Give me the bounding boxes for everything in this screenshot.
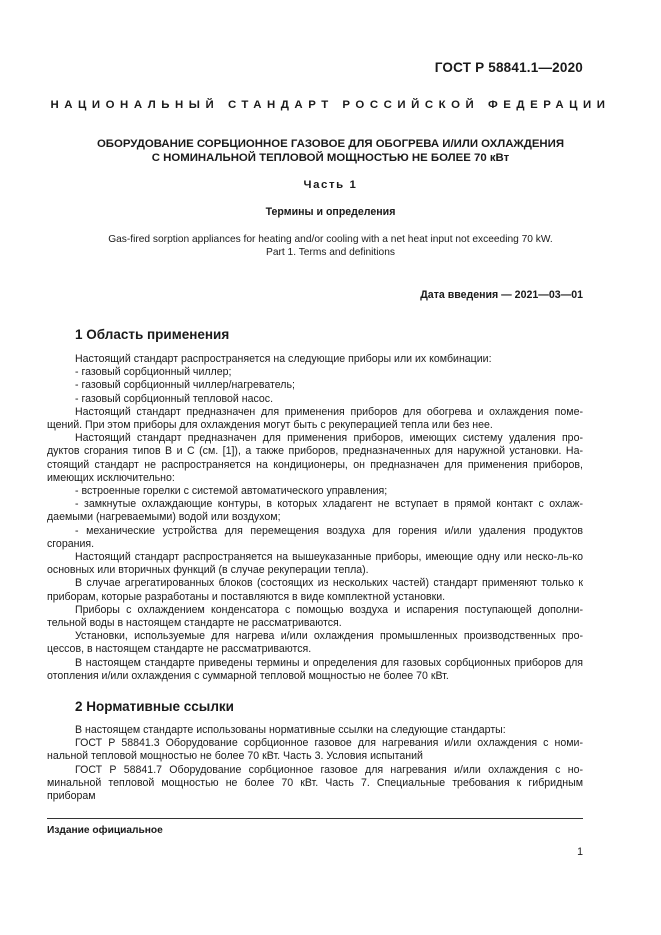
- english-title: [47, 233, 614, 259]
- list-item: - газовый сорбционный чиллер/нагреватель;: [75, 379, 295, 392]
- title-line-2: С НОМИНАЛЬНОЙ ТЕПЛОВОЙ МОЩНОСТЬЮ НЕ БОЛЕЕ 70 кВт: [151, 152, 510, 164]
- list-item: - газовый сорбционный тепловой насос.: [75, 392, 274, 405]
- section-2-heading: 2 Нормативные ссылки: [75, 699, 234, 714]
- part-label: Часть 1: [303, 179, 358, 191]
- paragraph: Настоящий стандарт предназначен для применения приборов для обогрева и охлаждения поме-щений. При этом приборы для охлаждения могут быть с рекуперацией тепла или без нее.: [47, 405, 583, 432]
- footer-divider: [47, 818, 583, 819]
- list-item: - газовый сорбционный чиллер;: [75, 366, 232, 379]
- paragraph: Настоящий стандарт предназначен для применения приборов, имеющих систему удаления про-дуктов сгорания типов В и С (см. [1]), а также приборов, предназначенных для наружной установки. На-стоящий стандарт не распространяется на кондиционеры, он предназначен для применения приборов, имеющих исключительно:: [47, 432, 583, 484]
- section-2-body: [47, 724, 583, 803]
- list-item: - встроенные горелки с системой автоматического управления;: [75, 485, 388, 498]
- page-number: 1: [577, 846, 583, 858]
- english-title-line-2: Part 1. Terms and definitions: [266, 247, 395, 258]
- section-1-heading: 1 Область применения: [75, 327, 230, 342]
- paragraph: Установки, используемые для нагрева и/или охлаждения промышленных производственных про-цессов, в настоящем стандарте не рассматриваются.: [47, 630, 583, 656]
- paragraph: В случае агрегатированных блоков (состоящих из нескольких частей) стандарт применяют только к приборам, которые разработаны и поставляются в виде комплектной установки.: [47, 577, 583, 603]
- paragraph: Настоящий стандарт распространяется на следующие приборы или их комбинации:: [75, 353, 492, 365]
- document-title: [47, 137, 614, 165]
- paragraph: Приборы с охлаждением конденсатора с помощью воздуха и испарения поступающей дополни-тельной воды в настоящем стандарте не рассматриваются.: [47, 603, 583, 630]
- list-item: - механические устройства для перемещения воздуха для горения и/или удаления продуктов сгорания.: [47, 524, 583, 550]
- introduction-date: Дата введения — 2021—03—01: [420, 289, 583, 301]
- edition-label: Издание официальное: [47, 825, 163, 836]
- english-title-line-1: Gas-fired sorption appliances for heating and/or cooling with a net heat input not exceeding 70 kW.: [108, 234, 553, 245]
- section-1-body: [47, 353, 583, 683]
- paragraph: Настоящий стандарт распространяется на вышеуказанные приборы, имеющие одну или неско-ль-ко основных или вторичных функций (в случае рекуперации тепла).: [47, 551, 583, 577]
- list-item: - замкнутые охлаждающие контуры, в которых хладагент не вступает в прямой контакт с охлаж-даемыми (нагреваемыми) водой или воздухом;: [47, 498, 583, 524]
- reference-item: ГОСТ Р 58841.3 Оборудование сорбционное газовое для нагревания и/или охлаждения с номи-нальной тепловой мощностью не более 70 кВт. Часть 3. Условия испытаний: [47, 737, 583, 763]
- national-standard-banner: НАЦИОНАЛЬНЫЙ СТАНДАРТ РОССИЙСКОЙ ФЕДЕРАЦИИ: [50, 99, 611, 111]
- reference-item: ГОСТ Р 58841.7 Оборудование сорбционное газовое для нагревания и/или охлаждения с но-минальной тепловой мощностью не более 70 кВт. Часть 7. Специальные требования к гибридным приборам: [47, 763, 583, 803]
- title-line-1: ОБОРУДОВАНИЕ СОРБЦИОННОЕ ГАЗОВОЕ ДЛЯ ОБОГРЕВА И/ИЛИ ОХЛАЖДЕНИЯ: [96, 138, 565, 150]
- document-subtitle: Термины и определения: [265, 206, 396, 218]
- paragraph: В настоящем стандарте использованы нормативные ссылки на следующие стандарты:: [75, 724, 506, 736]
- document-code: ГОСТ Р 58841.1—2020: [434, 60, 583, 75]
- paragraph: В настоящем стандарте приведены термины и определения для газовых сорбционных приборов для отопления и/или охлаждения с суммарной тепловой мощностью не более 70 кВт.: [47, 656, 583, 682]
